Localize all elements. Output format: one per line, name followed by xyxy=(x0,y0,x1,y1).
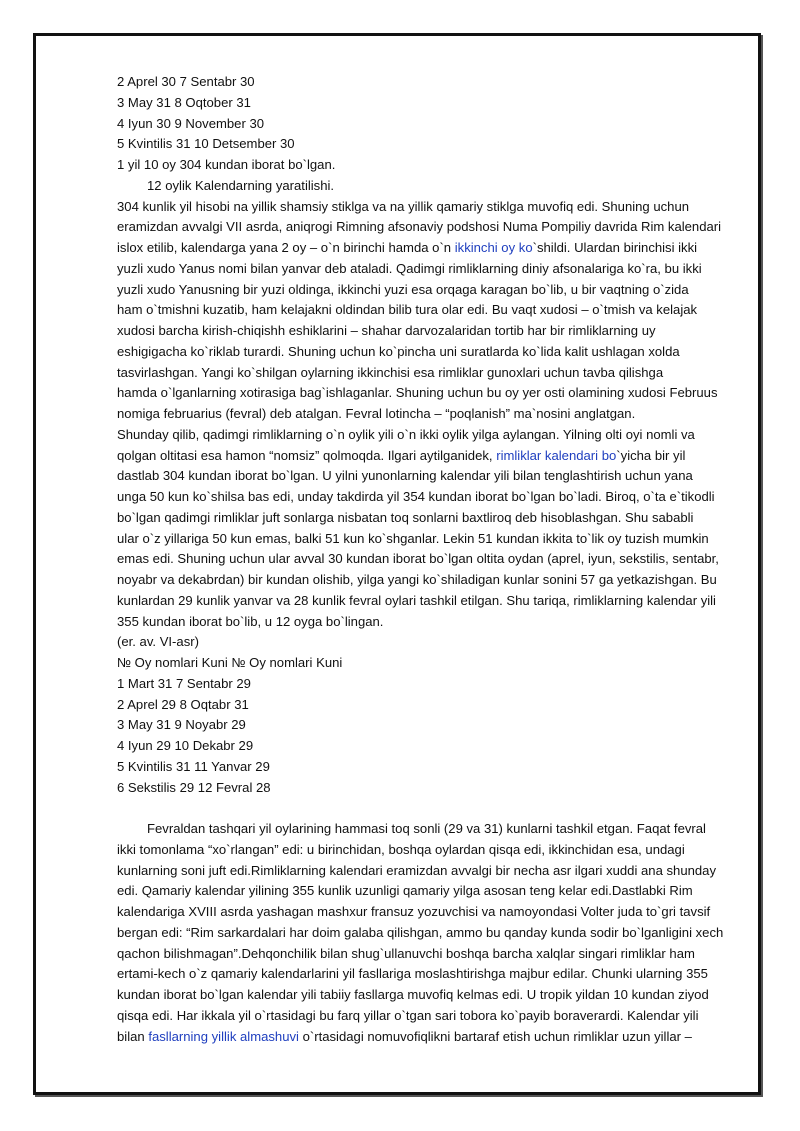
section-heading: 12 oylik Kalendarning yaratilishi. xyxy=(147,177,335,193)
table-row-line: 1 Mart 31 7 Sentabr 29 xyxy=(117,675,251,691)
text-line: yuzli xudo Yanusning bir yuzi oldinga, ikkinchi yuzi esa orqaga karagan bo`lib, u bir vaqtning o`zida xyxy=(117,281,689,297)
text-line: ikki tomonlama “xo`rlangan” edi: u birinchidan, boshqa oylardan qisqa edi, ikkinchidan esa, undagi xyxy=(117,841,685,857)
text-line: xudosi barcha kirish-chiqishh eshiklarini – shahar darvozalaridan tortib har bir rimliklarning uy xyxy=(117,323,656,338)
text-line: 304 kunlik yil hisobi na yillik shamsiy stiklga va na yillik qamariy stiklga muvofiq edi. Shuning uchun xyxy=(117,198,690,214)
table-row-line: 4 Iyun 29 10 Dekabr 29 xyxy=(117,738,254,753)
link-rimliklar-kalendari[interactable]: rimliklar kalendari bo xyxy=(496,447,617,463)
document-body xyxy=(117,72,747,1047)
text-line: ham o`tmishni kuzatib, ham kelajakni oldindan bilib tura olar edi. Bu vaqt xudosi – o`tmish va kelajak xyxy=(117,302,698,318)
text-line: bilan fasllarning yillik almashuvi o`rtasidagi nomuvofiqlikni bartaraf etish uchun rimliklar uzun yillar – xyxy=(117,1028,692,1044)
text-line: qolgan oltitasi esa hamon “nomsiz” qolmoqda. Ilgari aytilganidek, rimliklar kalendari bo`yicha bir yil xyxy=(117,447,686,463)
text-line: qachon bilishmagan”.Dehqonchilik bilan shug`ullanuvchi boshqa barcha xalqlar singari rimliklar ham xyxy=(117,945,695,961)
text-line: qisqa edi. Har ikkala yil o`rtasidagi bu farq yillar o`tgan sari tobora ko`payib boraverardi. Kalendar yili xyxy=(117,1007,699,1023)
text-line: dastlab 304 kundan iborat bo`lgan. U yilni yunonlarning kalendar yili bilan tenglashtirish uchun yana xyxy=(117,468,693,484)
text-line: unga 50 kun ko`shilsa bas edi, unday takdirda yil 354 kundan iborat bo`lgan bo`ladi. Biroq, o`ta e`tikodli xyxy=(117,489,715,504)
text-line: 5 Kvintilis 31 10 Detsember 30 xyxy=(117,136,295,152)
text-line: 4 Iyun 30 9 November 30 xyxy=(117,115,265,131)
text-line: eshigigacha ko`riklab turardi. Shuning uchun ko`pincha uni suratlarda ko`lida kalit ushlagan xolda xyxy=(117,343,680,359)
text-line: 355 kundan iborat bo`lib, u 12 oyga bo`lingan. xyxy=(117,613,384,629)
text-line: yuzli xudo Yanus nomi bilan yanvar deb ataladi. Qadimgi rimliklarning diniy afsonalariga ko`ra, bu ikki xyxy=(117,260,702,276)
text-line: edi. Qamariy kalendar yilining 355 kunlik uzunligi qamariy yilga asosan teng kelar edi.Dastlabki Rim xyxy=(117,883,693,899)
text-line: ular o`z yillariga 50 kun emas, balki 51 kun ko`shganlar. Lekin 51 kundan ikkita to`lik oy tuzish mumkin xyxy=(117,530,709,546)
text-line: ertami-kech o`z qamariy kalendarlarini yil fasllariga moslashtirishga majbur edilar. Chunki ularning 355 xyxy=(117,966,708,982)
text-line: Fevraldan tashqari yil oylarining hammasi toq sonli (29 va 31) kunlarni tashkil etgan. Faqat fevral xyxy=(147,821,706,836)
table-row-line: 6 Sekstilis 29 12 Fevral 28 xyxy=(117,779,271,795)
blank-line xyxy=(117,798,747,819)
text-line: bergan edi: “Rim sarkardalari har doim galaba qilishgan, ammo bu qanday kunda sodir bo`lganligini xech xyxy=(117,924,724,940)
text-line: 3 May 31 8 Oqtober 31 xyxy=(117,94,251,110)
text-line: 2 Aprel 30 7 Sentabr 30 xyxy=(117,74,255,89)
text-line: Shunday qilib, qadimgi rimliklarning o`n oylik yili o`n ikki oylik yilga aylangan. Yilning olti oyi nomli va xyxy=(117,426,695,442)
text-line: kundan iborat bo`lgan kalendar yili tabiiy fasllarga muvofiq kelmas edi. U tropik yildan 10 kundan ziyod xyxy=(117,987,709,1002)
table-row-line: 2 Aprel 29 8 Oqtabr 31 xyxy=(117,696,249,712)
text-line: kunlardan 29 kunlik yanvar va 28 kunlik fevral oylari tashkil etilgan. Shu tariqa, rimliklarning kalendar yili xyxy=(117,592,716,608)
table-row-line: 3 May 31 9 Noyabr 29 xyxy=(117,717,246,733)
text-line: kunlarning soni juft edi.Rimliklarning kalendari eramizdan avvalgi bir necha asr ilgari xuddi ana shunday xyxy=(117,862,717,878)
text-line: islox etilib, kalendarga yana 2 oy – o`n birinchi hamda o`n ikkinchi oy ko`shildi. Ulardan birinchisi ikki xyxy=(117,240,698,255)
text-line: nomiga februarius (fevral) deb atalgan. Fevral lotincha – “poqlanish” ma`nosini anglatgan. xyxy=(117,406,636,421)
table-row-line: 5 Kvintilis 31 11 Yanvar 29 xyxy=(117,758,270,774)
link-fasllarning-yillik-almashuvi[interactable]: fasllarning yillik almashuvi xyxy=(148,1028,299,1044)
text-line: hamda o`lganlarning xotirasiga bag`ishlaganlar. Shuning uchun bu oy yer osti olamining xudosi Februus xyxy=(117,385,718,401)
text-line: noyabr va dekabrdan) bir kundan olishib, yilga yangi ko`shiladigan kunlar sonini 57 ga yetkazishgan. Bu xyxy=(117,572,717,587)
text-line: bo`lgan qadimgi rimliklar juft sonlarga nisbatan toq sonlarni baxtliroq deb hisoblashgan. Shu sababli xyxy=(117,509,694,525)
text-line: (er. av. VI-asr) xyxy=(117,634,199,650)
text-line: kalendariga XVIII asrda yashagan mashxur fransuz yozuvchisi va namoyondasi Volter juda to`gri tavsif xyxy=(117,904,711,919)
link-ikkinchi-oy[interactable]: ikkinchi oy ko xyxy=(454,240,533,255)
text-line: eramizdan avvalgi VII asrda, aniqrogi Rimning afsonaviy podshosi Numa Pompiliy davrida Rim kalendari xyxy=(117,219,722,235)
text-line: tasvirlashgan. Yangi ko`shilgan oylarning ikkinchisi esa rimliklar gunoxlari uchun tavba qilishga xyxy=(117,364,664,380)
table-header-line: № Oy nomlari Kuni № Oy nomlari Kuni xyxy=(117,655,343,670)
text-line: 1 yil 10 oy 304 kundan iborat bo`lgan. xyxy=(117,157,336,172)
text-line: emas edi. Shuning uchun ular avval 30 kundan iborat bo`lgan oltita oydan (aprel, iyun, sekstilis, sentabr, xyxy=(117,551,719,567)
